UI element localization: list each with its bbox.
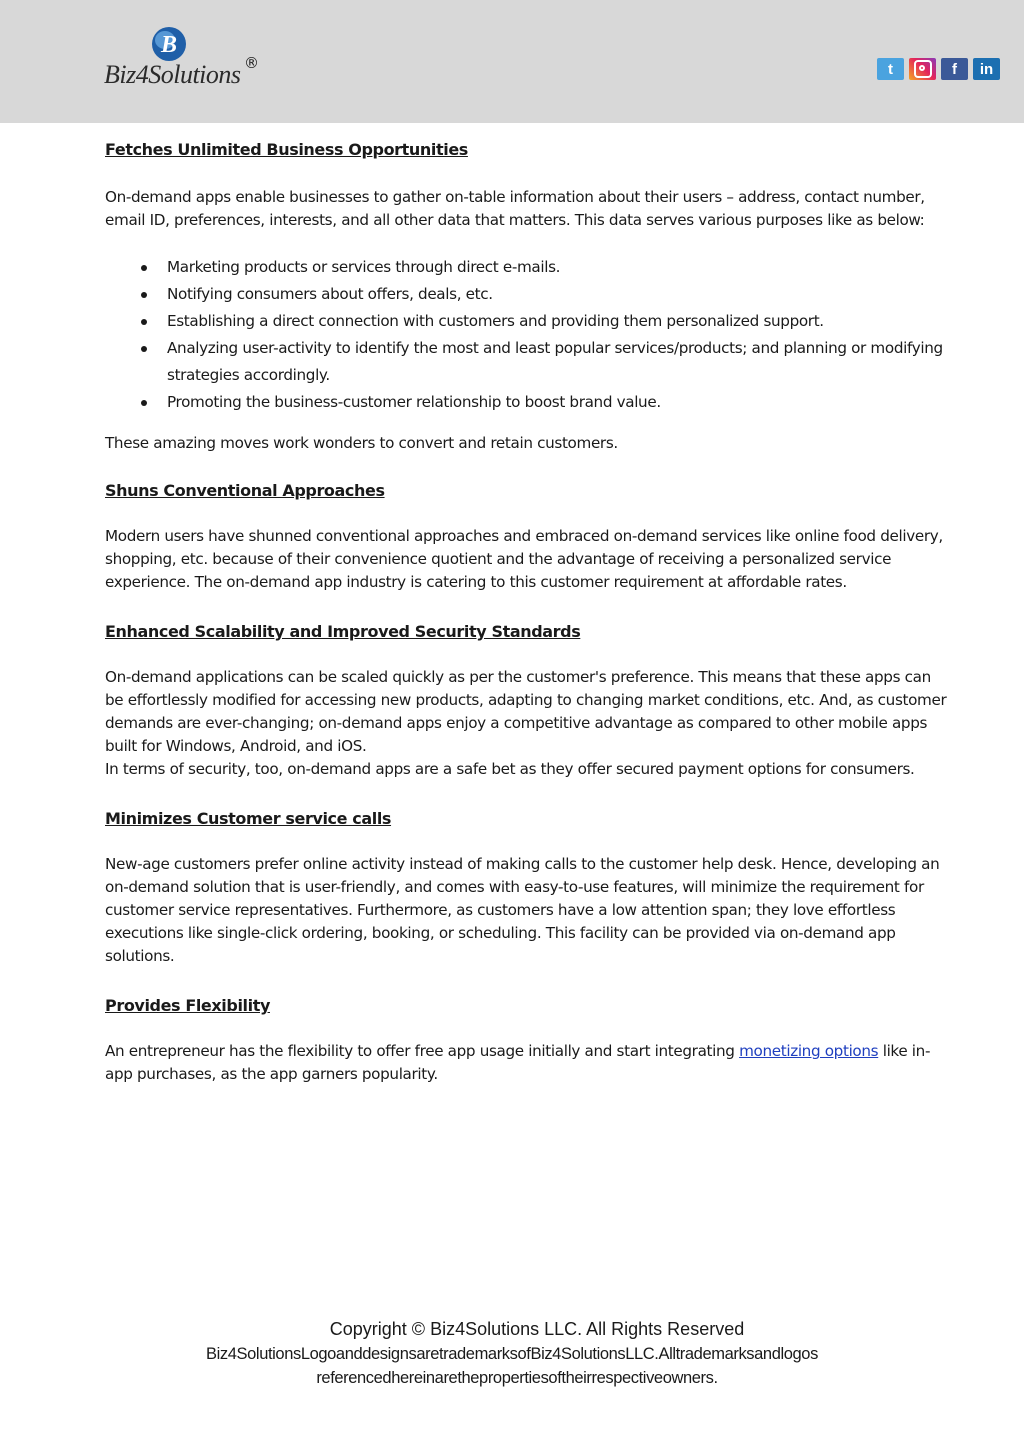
paragraph-conventional: Modern users have shunned conventional approaches and embraced on-demand services like online food delivery, shopping, etc. because of their convenience quotient and the advantage of receiving a personalized service experience. The on-demand app industry is catering to this customer requirement at affordable rates.: [105, 527, 943, 591]
paragraph-scalability: On-demand applications can be scaled quickly as per the customer's preference. This means that these apps can be effortlessly modified for accessing new products, adapting to changing market conditions, etc. And, as customer demands are ever-changing; on-demand apps enjoy a competitive advantage as compared to other mobile apps built for Windows, Android, and iOS.: [105, 668, 947, 755]
paragraph-flexibility: [105, 1040, 950, 1086]
logo-text: Biz4Solutions: [104, 60, 241, 89]
list-item: Marketing products or services through direct e-mails.: [105, 254, 950, 281]
trademark-line-2: referencedhereinarethepropertiesoftheirrespectiveowners.: [316, 1369, 718, 1387]
paragraph-opportunities-outro: These amazing moves work wonders to convert and retain customers.: [105, 434, 618, 452]
list-item: Establishing a direct connection with customers and providing them personalized support.: [105, 308, 950, 335]
page-footer: [0, 1316, 1024, 1390]
company-logo[interactable]: [104, 24, 274, 94]
list-item: Notifying consumers about offers, deals, etc.: [105, 281, 950, 308]
page-header: [0, 0, 1024, 123]
section-heading-service-calls: Minimizes Customer service calls: [105, 809, 392, 828]
section-heading-scalability: Enhanced Scalability and Improved Security Standards: [105, 622, 581, 641]
flexibility-text-before: An entrepreneur has the flexibility to offer free app usage initially and start integrating: [105, 1042, 740, 1060]
section-heading-opportunities: Fetches Unlimited Business Opportunities: [105, 140, 468, 159]
section-heading-conventional: Shuns Conventional Approaches: [105, 481, 385, 500]
facebook-icon[interactable]: [941, 58, 968, 80]
document-body: [105, 138, 950, 1086]
section-heading-flexibility: Provides Flexibility: [105, 996, 270, 1015]
registered-mark: ®: [244, 54, 259, 72]
bullet-list: [105, 254, 950, 416]
flexibility-text-after: like in-app purchases, as the app garners popularity.: [105, 1042, 931, 1083]
logo-mark-icon: [148, 24, 190, 64]
facebook-glyph: f: [952, 60, 957, 78]
paragraph-opportunities-intro: On-demand apps enable businesses to gather on-table information about their users – address, contact number, email ID, preferences, interests, and all other data that matters. This data serves various purposes like as below:: [105, 188, 925, 229]
paragraph-service-calls: New-age customers prefer online activity instead of making calls to the customer help desk. Hence, developing an on-demand solution that is user-friendly, and comes with easy-to-use features, will minimize the requirement for customer service representatives. Furthermore, as customers have a low attention span; they love effortless executions like single-click ordering, booking, or scheduling. This facility can be provided via on-demand app solutions.: [105, 855, 940, 965]
list-item: Analyzing user-activity to identify the most and least popular services/products; and planning or modifying strategies accordingly.: [105, 335, 950, 389]
paragraph-security: In terms of security, too, on-demand apps are a safe bet as they offer secured payment options for consumers.: [105, 760, 915, 778]
twitter-glyph: t: [888, 60, 893, 78]
instagram-glyph: [914, 60, 932, 78]
instagram-icon[interactable]: [909, 58, 936, 80]
list-item: Promoting the business-customer relationship to boost brand value.: [105, 389, 950, 416]
trademark-line: Biz4SolutionsLogoanddesignsaretrademarksofBiz4SolutionsLLC.Alltrademarksandlogos: [206, 1345, 818, 1363]
copyright-line: Copyright © Biz4Solutions LLC. All Rights Reserved: [329, 1319, 745, 1339]
linkedin-glyph: in: [979, 60, 994, 78]
twitter-icon[interactable]: [877, 58, 904, 80]
svg-text:B: B: [161, 32, 178, 58]
monetizing-options-link[interactable]: monetizing options: [739, 1042, 879, 1060]
social-links: [877, 58, 1000, 80]
linkedin-icon[interactable]: [973, 58, 1000, 80]
